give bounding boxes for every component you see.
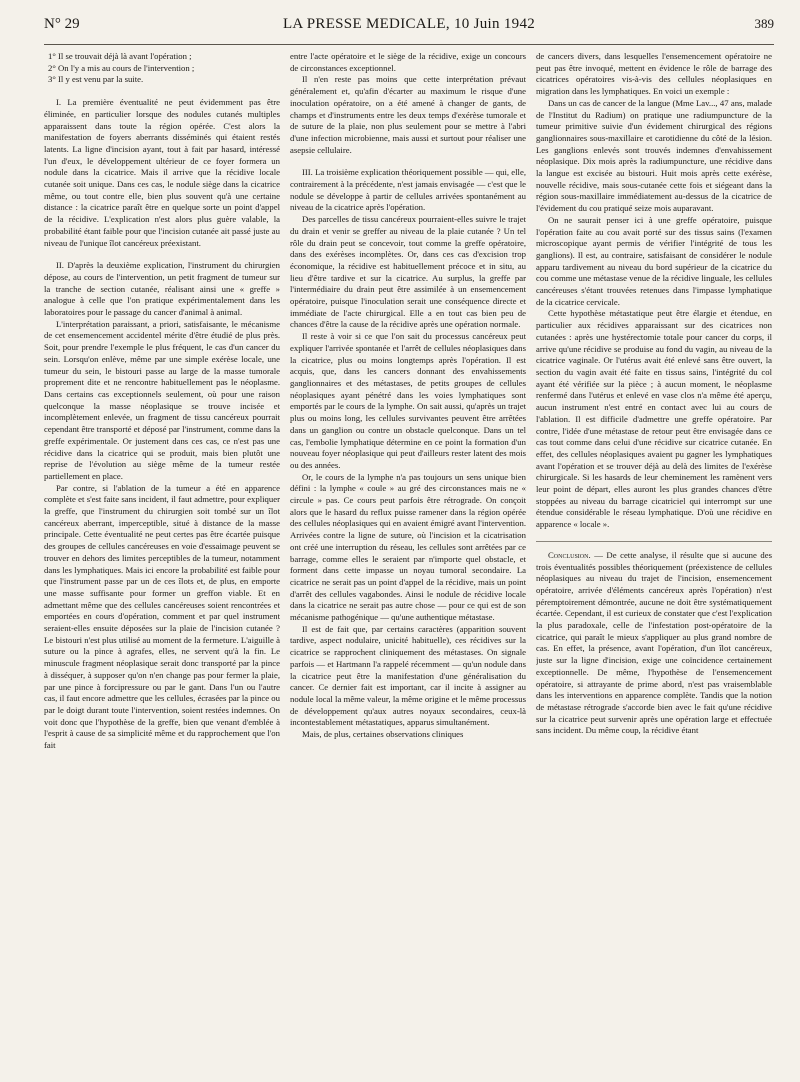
column-middle — [290, 51, 526, 1071]
paragraph: Cette hypothèse métastatique peut être élargie et étendue, en particulier aux récidives apparaissant sur des cicatrices non cutanées : après une hystérectomie totale pour cancer du corps, il arrive qu'une récidive se produise au fond du vagin, au niveau de la cicatrice vaginale. Or l'utérus avait été enlevé sans être ouvert, la section du vagin avait été faite en tissus sains, l'intégrité du col ayant été vérifiée sur la pièce ; à aucun moment, le néoplasme renfermé dans l'utérus et enlevé en vase clos n'a même été aperçu, aucun instrument n'est entré en contact avec lui au cours de l'ablation. Il est difficile d'admettre une greffe opératoire. Par contre, l'idée d'une métastase de retour peut être envisagée dans ce cas tout comme dans celui d'une récidive sur cicatrice cutanée. En effet, des cellules néoplasiques avaient pu gagner les lymphatiques avant l'opération et se trouver déjà au delà des limites de l'exérèse chirurgicale. Si les hasards de leur cheminement les ramènent vers leur point de départ, elles auront les plus grandes chances d'être stoppées au niveau du barrage cicatriciel qui interrompt sur une étendue considérable le réseau lymphatique. D'où une récidive en apparence « locale ». — [536, 308, 772, 530]
paragraph: Il reste à voir si ce que l'on sait du processus cancéreux peut expliquer l'arrivée spontanée et l'arrêt de cellules néoplasiques dans la cicatrice, plus ou moins longtemps après l'opération. Il est acquis, que, dans les cancers donnant des envahissements ganglionnaires et des métastases, de petits groupes de cellules néoplasiques ayant pénétré dans les voies lymphatiques sont emportés par le cours de la lymphe. On sait aussi, qu'après un trajet plus ou moins long, les cellules survivantes peuvent être arrêtées dans un ganglion ou contre un obstacle quelconque. Dans un tel cas, l'embolie lymphatique détermine en ce point la formation d'un nouveau foyer néoplasique qui peut d'ailleurs rester latent des mois ou des années. — [290, 331, 526, 470]
paragraph: Or, le cours de la lymphe n'a pas toujours un sens unique bien défini : la lymphe « coule » au gré des circonstances mais ne « circule » pas. Ce cours peut parfois être rétrograde. On conçoit alors que le hasard du reflux puisse ramener dans la région opérée des cellules néoplasiques qui en avaient émigré avant l'intervention. Arrivées contre la ligne de suture, où l'incision et la cicatrisation ont créé une interruption du réseau, les cellules sont arrêtées par ce barrage, comme elles le seraient par n'importe quel obstacle, et forment dans cette impasse un noyau tumoral secondaire. La cicatrice ne serait pas un point d'appel de la récidive, mais un point d'arrêt des cellules vagabondes. Ainsi le nodule de récidive locale dans la cicatrice ne serait pas autre chose — pour ce qui est de son mécanisme pathogénique — qu'une authentique métastase. — [290, 471, 526, 623]
list-item: 1° Il se trouvait déjà là avant l'opération ; — [48, 51, 192, 61]
paragraph: Il n'en reste pas moins que cette interprétation prévaut généralement et, qu'afin d'écarter au maximum le risque d'une inoculation opératoire, on a été amené à changer de gants, de champs et d'instruments entre les deux temps d'exérèse tumorale et de suture de la plaie, non plus seulement pour se mettre à l'abri d'une infection microbienne, mais aussi et surtout pour réaliser une asepsie cellulaire. — [290, 74, 526, 155]
paragraph: Des parcelles de tissu cancéreux pourraient-elles suivre le trajet du drain et venir se greffer au niveau de la plaie cutanée ? Un tel rôle du drain peut se concevoir, tout comme la greffe opératoire, dans des exérèses incomplètes. Or, dans ces cas d'excision trop économique, la récidive est habituellement précoce et in situ, au lieu d'être tardive et sur la cicatrice. Au surplus, la greffe par l'intermédiaire du drain peut être assimilée à un ensemencement opératoire, puisque l'inoculation serait une conséquence directe et immédiate de l'acte chirurgical. Elle a en tout cas bien peu de chances d'être la cause de la récidive après une opération normale. — [290, 214, 526, 330]
paragraph: III. La troisième explication théoriquement possible — qui, elle, contrairement à la précédente, n'est jamais envisagée — c'est que le nodule se développe à partir de cellules arrivées spontanément au niveau de la cicatrice après l'opération. — [290, 167, 526, 213]
conclusion-text: — De cette analyse, il résulte que si aucune des trois éventualités possibles théoriquement (préexistence de cellules néoplasiques au niveau du trajet de l'incision, ensemencement opératoire, arrivée d'éléments cancéreux après l'opération) n'est péremptoirement démontrée, aucune ne doit être systématiquement écartée. Cependant, il est curieux de constater que c'est l'explication la plus paradoxale, celle de l'infestation post-opératoire de la cicatrice, qui paraît le mieux s'appliquer au plus grand nombre de cas. En effet, la présence, avant l'opération, d'un îlot cancéreux, juste sur la ligne d'incision, exige une coïncidence certainement exceptionnelle. De même, l'hypothèse de l'ensemencement opératoire, si attrayante de prime abord, n'est pas vraisemblable dans les interventions en apparence complète. Tandis que la notion de métastase rétrograde s'accorde bien avec le fait qu'une récidive sur la cicatrice peut survenir après une opération large et effectuée sans incident. Du même coup, la récidive étant — [536, 549, 772, 736]
paragraph: Dans un cas de cancer de la langue (Mme Lav..., 47 ans, malade de l'Institut du Radium) on pratique une radiumpuncture de la tumeur primitive suivie d'un évidement chirurgical des régions ganglionnaires sous-maxillaire et carotidienne du côté de la lésion. Les ganglions enlevés sont trouvés indemnes d'envahissement néoplasique. Dix mois après la radiumpuncture, une récidive dans la langue est excisée au bistouri. Huit mois après cette exérèse, nouvelle récidive, mais sous-cutanée cette fois et siégeant dans la région sous-maxillaire immédiatement au-dessus de la cicatrice de l'évidement du cou pratiqué seize mois auparavant. — [536, 97, 772, 214]
conclusion-paragraph — [536, 550, 772, 737]
paragraph: L'interprétation paraissant, a priori, satisfaisante, le mécanisme de cet ensemencement accidentel mérite d'être étudié de plus près. Soit, pour prendre l'exemple le plus fréquent, le cas d'un cancer du sein. Lorsqu'on enlève, même par une simple exérèse locale, une tumeur du sein, le bistouri passe au large de la masse tumorale proprement dite et ne rencontre habituellement pas le néoplasme. Dans certains cas exceptionnels seulement, où pour une raison quelconque la masse néoplasique se trouve incisée et incomplètement enlevée, un fragment de tissu cancéreux pourrait cependant être transporté et déposé par l'instrument, comme dans la greffe expérimentale. Or justement dans ces cas, ce n'est pas une récidive dans la cicatrice qui se produit, mais bien plutôt une reprise de l'évolution au siège même de la tumeur restée partiellement en place. — [44, 318, 280, 481]
journal-title: LA PRESSE MEDICALE, 10 Juin 1942 — [282, 16, 536, 32]
paragraph: Par contre, si l'ablation de la tumeur a été en apparence complète et s'est faite sans incident, il faut admettre, pour expliquer la greffe, que l'instrument du chirurgien soit tombé sur un îlot cancéreux aberrant, imperceptible, situé à distance de la masse principale. Cette éventualité ne peut certes pas être écartée puisque des groupes de cellules cancéreuses en voie d'essaimage peuvent se trouver en dehors des limites perceptibles de la tumeur, notamment dans les lymphatiques. Mais ici encore la probabilité est faible pour que l'instrument passe par un de ces îlots et, de plus, en emporte une masse suffisante pour former un greffon viable. Et en admettant même que des cellules cancéreuses soient rencontrées et emportées en cours d'opération, comment et par quel instrument seraient-elles ensuite déposées sur la plaie de l'incision cutanée ? Le bistouri n'est plus utilisé au moment de la fermeture. L'aiguille à suture ou la pince à agrafes, elles, ne servent qu'à la fin. Le minuscule fragment néoplasique serait donc transporté par la pince à disséquer, à supposer qu'on n'en change pas pour fermer la plaie, par une pince à forcipressure ou par le gant. Dans l'un ou l'autre cas, il faut encore admettre que les cellules, écrasées par la pince ou par le doigt durant toute l'intervention, soient restées indemnes. On voit donc que l'hypothèse de la greffe, bien que venant d'emblée à l'esprit à cause de sa simplicité même et du rapprochement que l'on fait — [44, 482, 280, 751]
list-item: 3° Il y est venu par la suite. — [48, 74, 144, 85]
running-header — [44, 16, 774, 40]
column-left — [44, 51, 280, 1071]
paragraph: Il est de fait que, par certains caractères (apparition souvent tardive, aspect nodulaire, unicité habituelle), ces récidives sur la cicatrice se rapprochent cliniquement des métastases. On signale parfois — et Hartmann l'a rappelé récemment — qu'un nodule dans la cicatrice peut être la manifestation d'une généralisation du cancer. Ce dernier fait est important, car il incite à assigner au nodule local la même valeur, la même origine et le même processus de développement qu'aux autres noyaux secondaires, ceux-là incontestablement métastatiques, apparus simultanément. — [290, 623, 526, 728]
conclusion-label: Conclusion. — [548, 549, 591, 560]
page-number: 389 — [754, 16, 774, 31]
paragraph: Mais, de plus, certaines observations cliniques — [302, 729, 464, 740]
paragraph: II. D'après la deuxième explication, l'instrument du chirurgien dépose, au cours de l'intervention, un petit fragment de tumeur sur la tranche de section cutanée, réalisant ainsi une « greffe » analogue à celle que l'on pratique expérimentalement dans les laboratoires pour le passage du cancer d'animal à animal. — [44, 260, 280, 318]
paragraph: de cancers divers, dans lesquelles l'ensemencement opératoire ne peut pas être invoqué, mettent en évidence le rôle de barrage des cicatrices opératoires vis-à-vis des cellules néoplasiques en migration dans les lymphatiques. En voici un exemple : — [536, 51, 772, 97]
list-item: 2° On l'y a mis au cours de l'intervention ; — [48, 62, 195, 73]
section-divider — [536, 541, 772, 542]
paragraph: entre l'acte opératoire et le siège de la récidive, exige un concours de circonstances exceptionnel. — [290, 51, 526, 73]
header-rule — [44, 44, 774, 45]
paragraph: I. La première éventualité ne peut évidemment pas être éliminée, en particulier lorsque des nodules cutanés multiples apparaissent dans toute la région opérée. C'est alors la manifestation de foyers aberrants disséminés qui étaient restés latents. La ligne d'incision ayant, tout à fait par hasard, intéressé l'un d'eux, le développement ultérieur de ce foyer formera un nodule dans la cicatrice. Mais il arrive que la récidive locale cutanée soit unique. Dans ces cas, le nodule siège dans la cicatrice même, ou tout contre elle, bien plus souvent qu'à une certaine distance : la cicatrice paraît être en quelque sorte un point d'appel de la récidive. L'explication n'est alors plus guère valable, la probabilité étant faible pour que l'incision cutanée ait passé juste au niveau de l'unique îlot cancéreux préexistant. — [44, 97, 280, 248]
issue-number: N° 29 — [44, 16, 80, 32]
column-right — [536, 51, 772, 1071]
text-columns — [44, 51, 774, 1071]
paragraph: On ne saurait penser ici à une greffe opératoire, puisque l'opération faite au cou avait porté sur des tissus sains (l'examen microscopique ayant permis de vérifier l'intégrité de tous les ganglions). Il est, au contraire, satisfaisant de considérer le nodule apparu tardivement au niveau du bord supérieur de la cicatrice du cou comme une métastase venue de la récidive linguale, les cellules cancéreuses s'étant trouvées retenues dans l'impasse lymphatique de la cicatrice cervicale. — [536, 214, 772, 307]
